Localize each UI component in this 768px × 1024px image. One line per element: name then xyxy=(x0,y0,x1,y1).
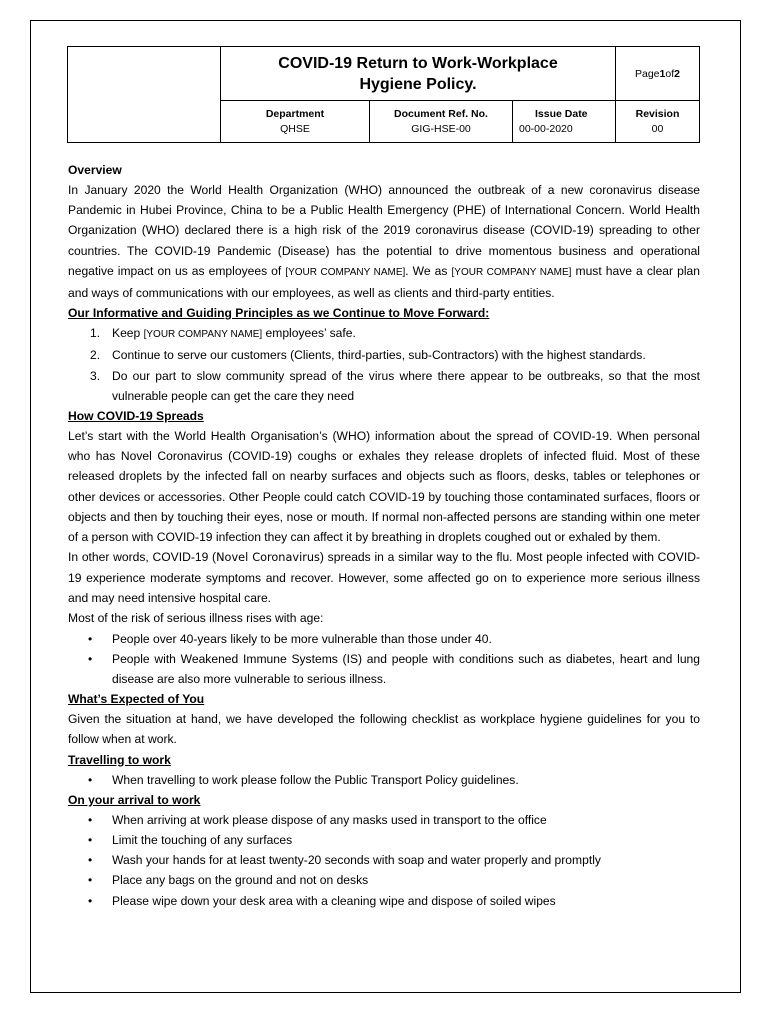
list-item xyxy=(68,345,700,365)
department-value: QHSE xyxy=(280,123,310,135)
spreads-paragraph-3: Most of the risk of serious illness rises with age: xyxy=(68,611,324,626)
company-name-placeholder: [YOUR COMPANY NAME] xyxy=(143,329,263,341)
principle-text: Do our part to slow community spread of the virus where there appear to be outbreaks, so that the most vulnerable people can get the care they need xyxy=(112,368,700,403)
issue-date-value: 00-00-2020 xyxy=(519,123,573,135)
docref-value: GIG-HSE-00 xyxy=(411,123,471,135)
list-item xyxy=(68,366,700,406)
expected-heading: What’s Expected of You xyxy=(68,692,205,707)
list-item xyxy=(68,810,700,830)
list-item xyxy=(68,830,700,850)
list-number: 1. xyxy=(90,326,101,341)
revision-value: 00 xyxy=(651,123,664,135)
list-item xyxy=(68,870,700,890)
logo-placeholder-cell xyxy=(68,47,221,142)
principle-text: Keep xyxy=(112,326,144,341)
issue-date-cell xyxy=(513,101,616,142)
page-number xyxy=(616,47,699,101)
arrival-list xyxy=(68,810,700,911)
spreads-text-a: In other words, COVID-19 ( xyxy=(68,549,217,564)
bullet-icon: • xyxy=(88,833,93,848)
list-item xyxy=(68,770,700,790)
arrival-heading: On your arrival to work xyxy=(68,792,201,807)
bullet-icon: • xyxy=(88,873,93,888)
list-item xyxy=(68,850,700,870)
overview-text-b: . We as xyxy=(405,263,452,278)
page-prefix: Page xyxy=(635,67,660,80)
bullet-icon: • xyxy=(88,651,93,666)
expected-paragraph: Given the situation at hand, we have developed the following checklist as workplace hygiene guidelines for you to follow when at work. xyxy=(68,712,700,747)
docref-label: Document Ref. No. xyxy=(394,108,488,120)
page-of: of xyxy=(665,67,675,80)
list-number: 3. xyxy=(90,368,101,383)
bullet-icon: • xyxy=(88,813,93,827)
document-header-table xyxy=(67,46,700,143)
list-number: 2. xyxy=(90,348,101,363)
revision-label: Revision xyxy=(635,108,680,120)
company-name-placeholder: [YOUR COMPANY NAME] xyxy=(451,266,572,278)
overview-heading: Overview xyxy=(68,163,122,177)
travelling-list xyxy=(68,770,700,790)
document-title: COVID-19 Return to Work-Workplace Hygiene Policy. xyxy=(221,47,616,101)
list-item-text: When travelling to work please follow the Public Transport Policy guidelines. xyxy=(112,772,519,787)
docref-cell xyxy=(370,101,513,142)
bullet-icon: • xyxy=(88,631,93,646)
bullet-icon: • xyxy=(88,893,93,908)
list-item-text: When arriving at work please dispose of any masks used in transport to the office xyxy=(112,813,547,827)
overview-paragraph xyxy=(68,180,700,303)
list-item-text: Limit the touching of any surfaces xyxy=(112,833,293,848)
list-item xyxy=(68,649,700,689)
page-total: 2 xyxy=(674,67,680,80)
list-item-text: People with Weakened Immune Systems (IS) and people with conditions such as diabetes, heart and lung disease are also more vulnerable to serious illness. xyxy=(112,651,700,686)
principles-list xyxy=(68,323,700,406)
department-label: Department xyxy=(265,108,325,120)
list-item-text: Wash your hands for at least twenty-20 seconds with soap and water properly and promptly xyxy=(112,853,601,868)
list-item-text: People over 40-years likely to be more vulnerable than those under 40. xyxy=(112,631,492,646)
document-body xyxy=(68,160,700,911)
issue-date-label: Issue Date xyxy=(535,108,588,120)
department-cell xyxy=(221,101,370,142)
travelling-heading: Travelling to work xyxy=(68,752,171,767)
risk-list xyxy=(68,629,700,689)
list-item-text: Please wipe down your desk area with a cleaning wipe and dispose of soiled wipes xyxy=(112,893,556,908)
principle-text: Continue to serve our customers (Clients, third-parties, sub-Contractors) with the highest standards. xyxy=(112,348,646,363)
list-item xyxy=(68,891,700,911)
revision-cell xyxy=(616,101,699,142)
spreads-heading: How COVID-19 Spreads xyxy=(68,408,204,423)
page-current: 1 xyxy=(659,67,666,80)
spreads-text-b: ) spreads in a similar way to the flu. Most people infected with COVID-19 experience moderate symptoms and recover. However, some affected go on to experience more serious illness and may need intensive hospital care. xyxy=(68,549,700,606)
list-item xyxy=(68,323,700,345)
spreads-paragraph-2 xyxy=(68,547,700,608)
principle-text: employees’ safe. xyxy=(262,326,356,341)
bullet-icon: • xyxy=(88,853,93,868)
spreads-text-alt: Novel Coronavirus xyxy=(216,550,320,564)
list-item-text: Place any bags on the ground and not on desks xyxy=(112,873,369,888)
principles-heading: Our Informative and Guiding Principles as we Continue to Move Forward: xyxy=(68,306,490,321)
list-item xyxy=(68,629,700,649)
bullet-icon: • xyxy=(88,772,93,787)
overview-text-c: must have a clear plan and ways of communications with our employees, as well as clients and third-party entities. xyxy=(68,263,700,300)
overview-text-a: In January 2020 the World Health Organization (WHO) announced the outbreak of a new coronavirus disease Pandemic in Hubei Province, China to be a Public Health Emergency (PHE) of International Concern. World Health Organization (WHO) declared there is a high risk of the 2019 coronavirus disease (COVID-19) spreading to other countries. The COVID-19 Pandemic (Disease) has the potential to drive momentous business and operational negative impact on us as employees of xyxy=(68,183,700,278)
company-name-placeholder: [YOUR COMPANY NAME] xyxy=(285,266,406,278)
spreads-paragraph-1: Let’s start with the World Health Organisation’s (WHO) information about the spread of COVID-19. When personal who has Novel Coronavirus (COVID-19) coughs or exhales they release droplets of infected fluid. Most of these released droplets by the infected fall on nearby surfaces and objects such as floors, desks, tables or telephones or other devices or accessories. Other People could catch COVID-19 by touching those contaminated surfaces, floors or objects and then by touching their eyes, nose or mouth. If normal non-affected persons are standing within one meter of a person with COVID-19 infection they can affect it by breathing in droplets coughed out or exhaled by them. xyxy=(68,429,700,544)
